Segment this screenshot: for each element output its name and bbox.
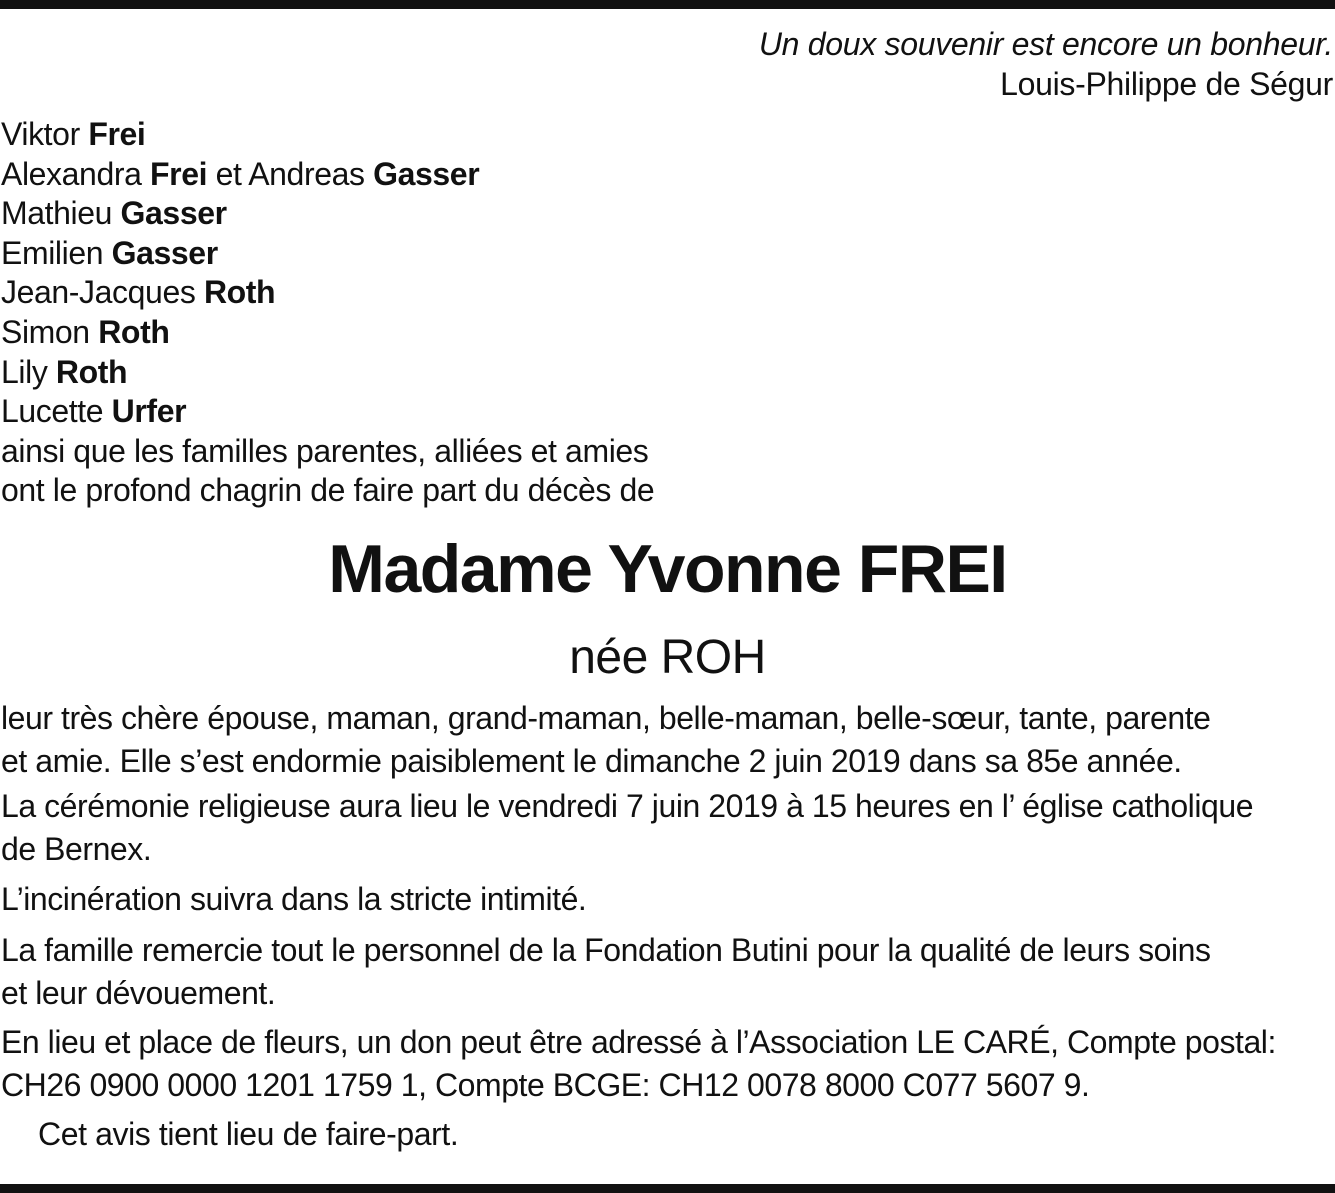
mourner-first-name: Viktor: [1, 116, 80, 152]
paragraph-line: et amie. Elle s’est endormie paisiblement le dimanche 2 juin 2019 dans sa 85e année.: [1, 743, 1182, 779]
paragraph-line: La famille remercie tout le personnel de la Fondation Butini pour la qualité de leurs soins: [1, 932, 1211, 968]
mourner-line: [1, 234, 654, 274]
mourner-first-name: Mathieu: [1, 195, 113, 232]
mourner-line: [1, 353, 654, 393]
paragraph-thanks: [1, 929, 1334, 1015]
paragraph-line: leur très chère épouse, maman, grand-maman, belle-maman, belle-sœur, tante, parente: [1, 700, 1211, 736]
mourner-line: [1, 155, 654, 195]
mourner-first-name: Jean-Jacques: [1, 274, 196, 311]
closing-note: Cet avis tient lieu de faire-part.: [38, 1116, 459, 1152]
mourner-partner: et Andreas: [215, 155, 365, 192]
families-line: ainsi que les familles parentes, alliées et amies: [1, 432, 649, 469]
mourner-first-name: Lily: [1, 353, 48, 390]
epigraph-author: Louis-Philippe de Ségur: [1000, 66, 1333, 102]
paragraph-line: CH26 0900 0000 1201 1759 1, Compte BCGE: CH12 0078 8000 C077 5607 9.: [1, 1067, 1090, 1103]
mourner-last-name: Roth: [55, 353, 128, 390]
mourner-line: [1, 194, 654, 234]
mourner-last-name: Gasser: [373, 155, 480, 192]
deceased-maiden-name: née ROH: [569, 631, 766, 684]
paragraph-tribute: [1, 697, 1334, 783]
top-rule: [0, 0, 1335, 9]
mourner-line: [1, 392, 654, 432]
paragraph-line: de Bernex.: [1, 831, 152, 867]
paragraph-donation: [1, 1021, 1334, 1107]
paragraph-line: et leur dévouement.: [1, 975, 276, 1011]
paragraph-line: En lieu et place de fleurs, un don peut être adressé à l’Association LE CARÉ, Compte postal:: [1, 1024, 1276, 1060]
mourner-last-name: Urfer: [111, 393, 187, 430]
paragraph-line: La cérémonie religieuse aura lieu le vendredi 7 juin 2019 à 15 heures en l’ église catholique: [1, 788, 1254, 824]
mourner-first-name: Simon: [1, 313, 90, 350]
mourner-line: [1, 115, 654, 155]
mourner-line: [1, 273, 654, 313]
deceased-name: Madame Yvonne FREI: [328, 531, 1007, 607]
mourner-last-name: Gasser: [111, 234, 218, 271]
bottom-rule: [0, 1184, 1335, 1193]
mourner-last-name: Frei: [88, 116, 146, 152]
mourner-last-name: Gasser: [120, 195, 227, 232]
announcement-line: ont le profond chagrin de faire part du décès de: [1, 472, 655, 509]
mourner-line: [1, 313, 654, 353]
mourner-last-name: Roth: [203, 274, 276, 311]
mourner-first-name: Emilien: [1, 234, 104, 271]
mourners-list: [1, 115, 654, 511]
paragraph-line: L’incinération suivra dans la stricte intimité.: [1, 881, 587, 917]
mourner-last-name: Roth: [98, 313, 170, 350]
epigraph-quote: Un doux souvenir est encore un bonheur.: [758, 26, 1333, 62]
epigraph: [759, 24, 1333, 104]
mourner-first-name: Alexandra: [1, 155, 142, 192]
paragraph-ceremony: [1, 785, 1334, 871]
mourner-last-name: Frei: [150, 155, 208, 192]
paragraph-incineration: [1, 878, 1334, 921]
mourner-first-name: Lucette: [1, 393, 104, 430]
